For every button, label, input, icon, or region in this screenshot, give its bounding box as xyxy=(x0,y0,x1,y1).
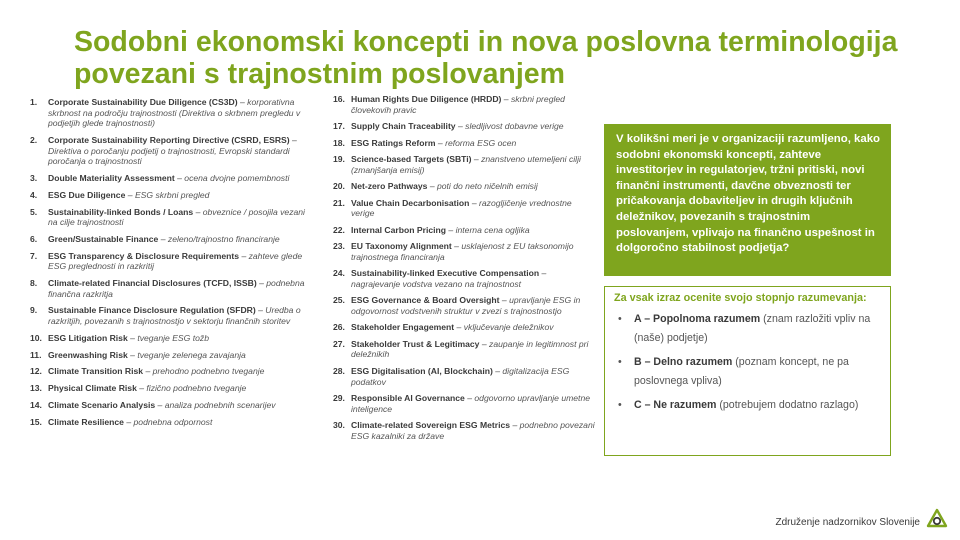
term-name: ESG Governance & Board Oversight xyxy=(351,295,500,306)
term-description: interna cena ogljika xyxy=(455,224,530,235)
term-name: Responsible AI Governance xyxy=(351,393,465,404)
rating-option-a xyxy=(614,310,882,349)
term-dash: – xyxy=(177,172,182,183)
term-number: 23. xyxy=(333,241,345,252)
term-name: Climate Scenario Analysis xyxy=(48,399,156,410)
term-item xyxy=(333,268,595,289)
term-name: Sustainable Finance Disclosure Regulation (SFDR) xyxy=(48,305,256,316)
rating-option-label: C – Ne razumem xyxy=(634,398,717,411)
term-description: sledljivost dobavne verige xyxy=(465,121,564,132)
term-name: ESG Transparency & Disclosure Requirements xyxy=(48,250,240,261)
term-number: 15. xyxy=(30,416,42,427)
term-name: Science-based Targets (SBTi) xyxy=(351,154,472,165)
term-item xyxy=(30,350,315,361)
term-item xyxy=(333,138,595,149)
term-dash: – xyxy=(130,349,135,360)
term-number: 7. xyxy=(30,250,38,261)
term-item xyxy=(30,333,315,344)
term-name: Physical Climate Risk xyxy=(48,383,137,394)
term-item xyxy=(30,190,315,201)
term-dash: – xyxy=(501,295,507,306)
term-dash: – xyxy=(448,224,454,235)
term-description: vključevanje deležnikov xyxy=(463,322,554,333)
term-name: Corporate Sustainability Due Diligence (CS3D) xyxy=(48,97,238,107)
term-dash: – xyxy=(258,305,263,316)
term-item xyxy=(333,121,595,132)
term-name: Stakeholder Trust & Legitimacy xyxy=(351,338,480,349)
term-description: ESG skrbni pregled xyxy=(134,189,210,200)
term-description: obveznice / posojila vezani na cilje trajnostnosti xyxy=(48,206,305,228)
term-dash: – xyxy=(130,332,135,343)
term-name: ESG Litigation Risk xyxy=(48,332,128,343)
term-item xyxy=(333,420,595,441)
footer-organization: Združenje nadzornikov Slovenije xyxy=(775,517,920,528)
term-number: 9. xyxy=(30,305,38,316)
term-item xyxy=(333,322,595,333)
term-description: zeleno/trajnostno financiranje xyxy=(167,233,280,244)
term-item xyxy=(30,366,315,377)
term-item xyxy=(30,400,315,411)
term-name: Value Chain Decarbonisation xyxy=(351,197,470,208)
term-dash: – xyxy=(481,338,487,349)
term-number: 27. xyxy=(333,338,345,349)
term-number: 3. xyxy=(30,172,38,183)
term-name: ESG Digitalisation (AI, Blockchain) xyxy=(351,365,493,376)
term-name: Climate-related Sovereign ESG Metrics xyxy=(351,420,511,431)
term-name: Human Rights Due Diligence (HRDD) xyxy=(351,94,502,104)
term-dash: – xyxy=(437,137,443,148)
term-description: Uredba o razkritjih, povezanih s trajnostnostjo v sektorju finančnih storitev xyxy=(48,305,301,326)
rating-box xyxy=(604,286,891,456)
term-description: tveganje zelenega zavajanja xyxy=(137,349,246,360)
term-dash: – xyxy=(241,250,247,261)
term-number: 12. xyxy=(30,366,42,377)
term-number: 17. xyxy=(333,121,345,132)
term-number: 8. xyxy=(30,278,38,289)
term-description: nagrajevanje vodstva vezano na trajnostnost xyxy=(351,278,522,289)
term-item xyxy=(333,154,595,175)
term-name: Climate Transition Risk xyxy=(48,366,144,377)
term-number: 20. xyxy=(333,181,345,192)
rating-option-note: (poznam koncept, ne pa poslovnega vpliva) xyxy=(634,355,849,388)
term-dash: – xyxy=(195,206,201,217)
term-name: Internal Carbon Pricing xyxy=(351,224,447,235)
rating-option-b xyxy=(614,353,882,392)
term-name: Green/Sustainable Finance xyxy=(48,233,159,244)
term-description: razogljičenje vrednostne verige xyxy=(351,197,572,219)
term-dash: – xyxy=(157,399,163,410)
term-description: ocena dvojne pomembnosti xyxy=(184,172,290,183)
term-number: 25. xyxy=(333,295,345,306)
term-number: 5. xyxy=(30,206,38,217)
term-dash: – xyxy=(503,94,509,104)
term-item xyxy=(333,393,595,414)
term-number: 16. xyxy=(333,94,345,104)
term-dash: – xyxy=(127,189,133,200)
term-description: usklajenost z EU taksonomijo trajnostnega financiranja xyxy=(351,241,574,262)
terms-list-right xyxy=(333,94,595,447)
term-name: Corporate Sustainability Reporting Directive (CSRD, ESRS) xyxy=(48,134,290,145)
term-dash: – xyxy=(541,268,547,279)
term-dash: – xyxy=(429,181,435,192)
term-dash: – xyxy=(160,233,166,244)
term-description: prehodno podnebno tveganje xyxy=(152,366,265,377)
term-dash: – xyxy=(454,241,459,252)
term-number: 14. xyxy=(30,399,42,410)
term-description: korporativna skrbnost na področju trajnostnosti (Direktiva o skrbnem pregledu v podjetjih glede trajnostnosti) xyxy=(48,97,301,129)
term-description: skrbni pregled človekovih pravic xyxy=(351,94,565,115)
term-dash: – xyxy=(239,97,245,107)
term-description: podnebna odpornost xyxy=(133,416,213,427)
term-description: upravljanje ESG in odgovornost vodstvenih struktur v zvezi s trajnostnostjo xyxy=(351,295,581,316)
term-description: znanstveno utemeljeni cilji (zmanjšanja emisij) xyxy=(351,154,581,175)
term-item xyxy=(333,225,595,236)
term-description: tveganje ESG tožb xyxy=(137,332,209,343)
rating-option-note: (potrebujem dodatno razlago) xyxy=(719,398,859,411)
term-number: 6. xyxy=(30,233,38,244)
term-number: 11. xyxy=(30,349,42,360)
term-number: 2. xyxy=(30,134,38,145)
term-item xyxy=(30,278,315,299)
term-description: podnebno povezani ESG kazalniki za države xyxy=(351,420,595,441)
term-description: zaupanje in legitimnost pri deležnikih xyxy=(351,338,589,360)
term-item xyxy=(333,241,595,262)
slide-title: Sodobni ekonomski koncepti in nova poslovna terminologija povezani s trajnostnim poslovanjem xyxy=(74,26,898,90)
term-item xyxy=(333,198,595,219)
term-number: 29. xyxy=(333,393,345,404)
term-dash: – xyxy=(456,322,462,333)
term-dash: – xyxy=(495,365,500,376)
term-name: EU Taxonomy Alignment xyxy=(351,241,452,252)
term-description: odgovorno upravljanje umetne inteligence xyxy=(351,393,591,414)
question-box: V kolikšni meri je v organizaciji razumljeno, kako sodobni ekonomski koncepti, zahteve investitorjev in regulatorjev, tržni pritiski, novi finančni instrumenti, davčne obveznosti ter pričakovanja dobaviteljev in drugih ključnih deležnikov, povezanih s trajnostnim poslovanjem, vplivajo na finančno uspešnost in dolgoročno stabilnost podjetja? xyxy=(604,124,891,276)
rating-option-c xyxy=(614,396,882,416)
rating-option-note: (znam razložiti vpliv na (naše) podjetje) xyxy=(634,312,871,345)
term-dash: – xyxy=(473,154,479,165)
term-dash: – xyxy=(467,393,472,404)
term-name: Supply Chain Traceability xyxy=(351,121,456,132)
term-dash: – xyxy=(292,134,297,145)
term-number: 4. xyxy=(30,189,38,200)
term-description: reforma ESG ocen xyxy=(445,137,517,148)
term-description: zahteve glede ESG preglednosti in razkritij xyxy=(48,250,303,272)
term-dash: – xyxy=(139,383,145,394)
bullet-icon: • xyxy=(618,312,622,325)
term-dash: – xyxy=(457,121,463,132)
term-item xyxy=(30,135,315,167)
term-name: Sustainability-linked Bonds / Loans xyxy=(48,206,194,217)
term-number: 19. xyxy=(333,154,345,165)
term-number: 13. xyxy=(30,383,42,394)
term-item xyxy=(30,173,315,184)
term-dash: – xyxy=(512,420,518,431)
term-name: Sustainability-linked Executive Compensation xyxy=(351,268,540,279)
term-number: 28. xyxy=(333,365,345,376)
term-description: fizično podnebno tveganje xyxy=(146,383,247,394)
bullet-icon: • xyxy=(618,398,622,411)
term-item xyxy=(30,97,315,129)
term-dash: – xyxy=(145,366,151,377)
term-number: 30. xyxy=(333,420,345,431)
terms-list-left xyxy=(30,97,315,433)
term-description: poti do neto ničelnih emisij xyxy=(436,181,538,192)
term-item xyxy=(333,94,595,115)
term-number: 22. xyxy=(333,224,345,235)
term-item xyxy=(30,383,315,394)
term-name: ESG Due Diligence xyxy=(48,189,126,200)
term-description: podnebna finančna razkritja xyxy=(48,278,305,299)
term-number: 18. xyxy=(333,137,345,148)
term-item xyxy=(30,305,315,326)
term-item xyxy=(30,234,315,245)
term-number: 21. xyxy=(333,197,345,208)
term-description: digitalizacija ESG podatkov xyxy=(351,365,570,387)
term-name: Net-zero Pathways xyxy=(351,181,428,192)
term-item xyxy=(30,251,315,272)
term-name: Double Materiality Assessment xyxy=(48,172,175,183)
term-number: 24. xyxy=(333,268,345,279)
term-number: 10. xyxy=(30,332,42,343)
term-dash: – xyxy=(259,278,264,289)
term-item xyxy=(333,339,595,360)
rating-title: Za vsak izraz ocenite svojo stopnjo razumevanja: xyxy=(614,292,867,304)
term-number: 26. xyxy=(333,322,345,333)
bullet-icon: • xyxy=(618,355,622,368)
zns-logo-icon xyxy=(926,508,948,530)
term-description: Direktiva o poročanju podjetij o trajnostnosti, Evropski standardi poročanja o trajnostnosti xyxy=(48,145,290,167)
term-description: analiza podnebnih scenarijev xyxy=(164,399,276,410)
term-dash: – xyxy=(471,197,477,208)
term-name: Stakeholder Engagement xyxy=(351,322,455,333)
term-dash: – xyxy=(126,416,132,427)
rating-option-label: A – Popolnoma razumem xyxy=(634,312,761,325)
term-name: Climate Resilience xyxy=(48,416,124,427)
term-item xyxy=(30,207,315,228)
term-item xyxy=(333,366,595,387)
term-name: ESG Ratings Reform xyxy=(351,137,436,148)
term-item xyxy=(333,295,595,316)
term-number: 1. xyxy=(30,97,38,107)
term-item xyxy=(30,417,315,428)
term-name: Greenwashing Risk xyxy=(48,349,128,360)
term-name: Climate-related Financial Disclosures (TCFD, ISSB) xyxy=(48,278,257,289)
rating-option-label: B – Delno razumem xyxy=(634,355,733,368)
term-item xyxy=(333,181,595,192)
